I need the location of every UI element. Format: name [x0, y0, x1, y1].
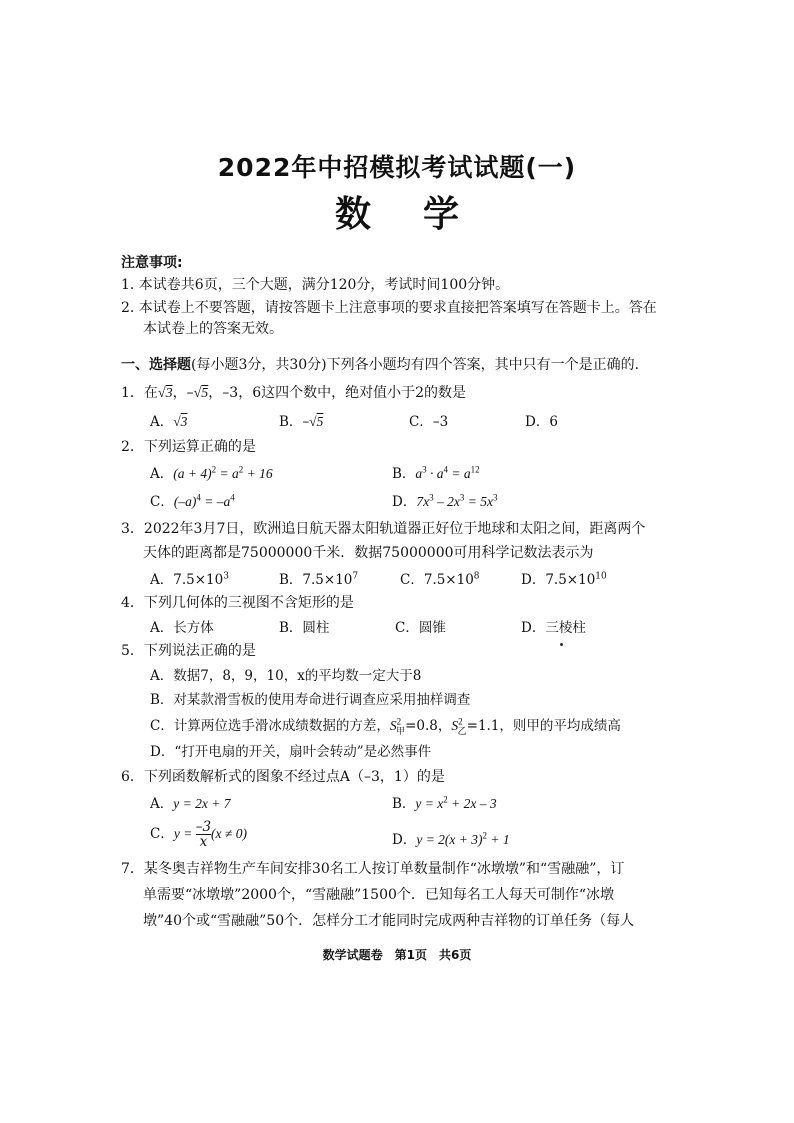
- q6-option-d: D．$y = 2(x + 3)^2 + 1$: [392, 830, 510, 848]
- q2-option-d: D．$7x^3 - 2x^3 = 5x^3$: [392, 492, 498, 510]
- section1-detail: (每小题3分，共30分)下列各小题均有四个答案，其中只有一个是正确的.: [191, 357, 640, 373]
- q7-stem-line2: 单需要“冰墩墩”2000个，“雪融融”1500个．已知每名工人每天可制作“冰墩: [143, 887, 615, 903]
- sqrt5: √5: [193, 386, 209, 401]
- q3-option-d: D．$7.5\times 10^{10}$: [521, 571, 607, 588]
- q3-option-a: A．$7.5\times 10^3$: [150, 571, 229, 588]
- q2-option-b: B．$a^3 \cdot a^4 = a^{12}$: [392, 464, 480, 482]
- q1-stem-c: ，–3，6这四个数中，绝对值小于2的数是: [208, 385, 467, 401]
- q1-option-b: B．–√5: [279, 414, 324, 430]
- q6-option-b: B．$y = x^2 + 2x - 3$: [392, 794, 497, 812]
- section1-heading: [121, 354, 639, 374]
- q4-option-a: A．长方体: [150, 620, 214, 636]
- q5-option-a: A．数据7，8，9，10，x的平均数一定大于8: [150, 668, 422, 684]
- q5-option-c: C．计算两位选手滑冰成绩数据的方差，$S^2_甲=0.8$，$S^2_乙=1.1$，则甲的平均成绩高: [150, 716, 621, 736]
- notice-item-2-cont: 本试卷上的答案无效。: [143, 321, 283, 337]
- subject-title: 数学: [334, 194, 511, 235]
- sqrt3: √3: [157, 386, 173, 401]
- scan-speck: [560, 643, 563, 646]
- q1-stem-b: ，: [172, 385, 187, 401]
- page-title: 2022年中招模拟考试试题(一): [217, 153, 577, 182]
- q4-stem: 4．下列几何体的三视图不含矩形的是: [121, 595, 354, 611]
- q1-option-d: D．6: [525, 414, 558, 430]
- q1-option-c: C．–3: [409, 414, 449, 430]
- q7-stem-line1: 7．某冬奥吉祥物生产车间安排30名工人按订单数量制作“冰墩墩”和“雪融融”，订: [121, 861, 625, 877]
- notice-item-1: 1. 本试卷共6页，三个大题，满分120分，考试时间100分钟。: [121, 277, 510, 293]
- q1-stem-a: 1．在: [121, 385, 158, 401]
- q5-stem: 5．下列说法正确的是: [121, 643, 256, 659]
- q6-stem: 6．下列函数解析式的图象不经过点A（–3，1）的是: [121, 769, 445, 785]
- notice-item-2: 2. 本试卷上不要答题，请按答题卡上注意事项的要求直接把答案填写在答题卡上。答在: [121, 300, 657, 316]
- q5-option-b: B．对某款滑雪板的使用寿命进行调查应采用抽样调查: [150, 692, 471, 708]
- q5-option-d: D．“打开电扇的开关，扇叶会转动”是必然事件: [150, 744, 432, 760]
- q3-option-b: B．$7.5\times 10^7$: [279, 571, 359, 588]
- q6-option-a: A．y = 2x + 7: [150, 796, 231, 812]
- section1-label: 一、选择题: [121, 357, 191, 373]
- q4-option-d: D．三棱柱: [521, 620, 586, 636]
- q3-stem-line2: 天体的距离都是75000000千米．数据75000000可用科学记数法表示为: [143, 545, 594, 561]
- q6-option-c: C．y = $\frac{-3}{x}$ (x ≠ 0): [150, 819, 247, 850]
- notice-heading: 注意事项:: [121, 255, 183, 271]
- q3-option-c: C．$7.5\times 10^8$: [400, 571, 480, 588]
- q7-stem-line3: 墩”40个或“雪融融”50个．怎样分工才能同时完成两种吉祥物的订单任务（每人: [143, 913, 635, 929]
- q2-stem: 2．下列运算正确的是: [121, 439, 256, 455]
- q4-option-b: B．圆柱: [279, 620, 330, 636]
- q1-stem: 1．在√3，–√5，–3，6这四个数中，绝对值小于2的数是: [121, 385, 467, 401]
- q2-option-c: C．$(-a)^4 = -a^4$: [150, 492, 235, 510]
- q4-option-c: C．圆锥: [395, 620, 446, 636]
- q2-option-a: A．$(a + 4)^2 = a^2 + 16$: [150, 464, 273, 482]
- q3-stem-line1: 3．2022年3月7日，欧洲追日航天器太阳轨道器正好位于地球和太阳之间，距离两个: [121, 521, 646, 537]
- page-footer: 数学试题卷 第1页 共6页: [322, 948, 472, 962]
- q1-option-a: A．√3: [150, 414, 188, 430]
